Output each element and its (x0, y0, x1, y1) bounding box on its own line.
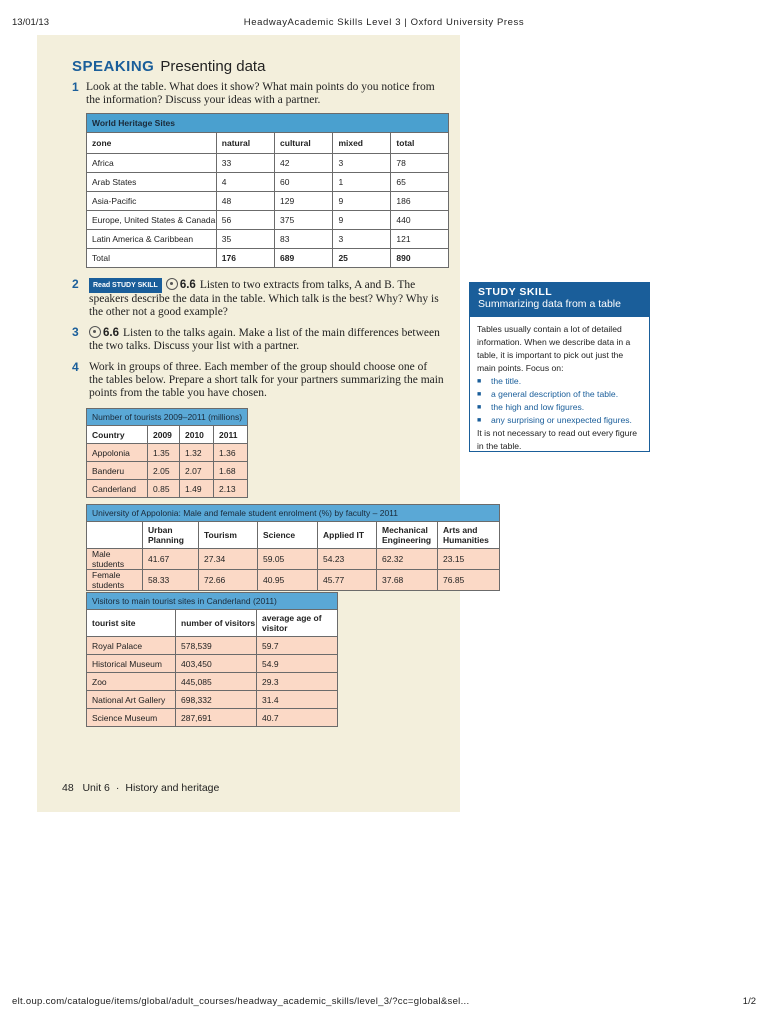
print-header (12, 17, 756, 31)
cell: 403,450 (176, 655, 257, 673)
column-header: zone (87, 133, 217, 154)
table-row (87, 444, 248, 462)
cell: 33 (216, 154, 274, 173)
cell: 62.32 (377, 549, 438, 570)
column-header: average age of visitor (257, 610, 338, 637)
column-header: total (391, 133, 449, 154)
cell: 176 (216, 249, 274, 268)
cell: Banderu (87, 462, 148, 480)
column-header: Tourism (199, 522, 258, 549)
cell: Royal Palace (87, 637, 176, 655)
cell: Canderland (87, 480, 148, 498)
table-row (87, 637, 338, 655)
cell: 72.66 (199, 570, 258, 591)
column-header: tourist site (87, 610, 176, 637)
column-header: 2010 (180, 426, 214, 444)
study-skill-tag: Read STUDY SKILL (89, 278, 162, 293)
cell: Total (87, 249, 217, 268)
cell: Historical Museum (87, 655, 176, 673)
cell: 9 (333, 192, 391, 211)
book-page-footer (62, 782, 219, 794)
cell: 3 (333, 230, 391, 249)
cell: 29.3 (257, 673, 338, 691)
cell: 3 (333, 154, 391, 173)
list-item: ■ a general description of the table. (477, 388, 641, 401)
task-2 (72, 278, 444, 319)
cell: 27.34 (199, 549, 258, 570)
table-caption: Number of tourists 2009–2011 (millions) (87, 409, 248, 426)
column-header: Country (87, 426, 148, 444)
cell: 1.32 (180, 444, 214, 462)
study-skill-list (477, 375, 641, 427)
table-row (87, 211, 449, 230)
column-header: 2009 (148, 426, 180, 444)
table-row (87, 480, 248, 498)
cell: 35 (216, 230, 274, 249)
cell: 60 (275, 173, 333, 192)
study-skill-title: STUDY SKILL (478, 286, 553, 298)
cell: 2.05 (148, 462, 180, 480)
table-row (87, 673, 338, 691)
visitors-table (86, 592, 338, 727)
table-row (87, 462, 248, 480)
tourists-table (86, 408, 248, 498)
task-text: Look at the table. What does it show? What main points do you notice from the information? Discuss your ideas with a partner. (86, 81, 435, 106)
column-header: mixed (333, 133, 391, 154)
separator: · (115, 782, 120, 794)
cell: 689 (275, 249, 333, 268)
column-header: 2011 (214, 426, 248, 444)
column-header: number of visitors (176, 610, 257, 637)
cell: 0.85 (148, 480, 180, 498)
cell: 59.7 (257, 637, 338, 655)
column-header: natural (216, 133, 274, 154)
table-row (87, 173, 449, 192)
cell: 9 (333, 211, 391, 230)
cell: 48 (216, 192, 274, 211)
cell: 440 (391, 211, 449, 230)
task-number: 1 (72, 80, 79, 94)
cell: 40.7 (257, 709, 338, 727)
cell: Science Museum (87, 709, 176, 727)
task-text: Listen to two extracts from talks, A and B. The speakers describe the data in the table. Which talk is the best? Why? Why is the other not a good example? (89, 279, 439, 318)
cell: 1.49 (180, 480, 214, 498)
cell: 76.85 (438, 570, 500, 591)
print-title: HeadwayAcademic Skills Level 3 | Oxford University Press (243, 17, 525, 28)
task-4 (72, 361, 444, 400)
column-header: Arts and Humanities (438, 522, 500, 549)
cell: 41.67 (143, 549, 199, 570)
cell: 1.35 (148, 444, 180, 462)
list-item: ■ the high and low figures. (477, 401, 641, 414)
cell: 58.33 (143, 570, 199, 591)
table-row (87, 230, 449, 249)
table-row (87, 192, 449, 211)
task-3 (72, 326, 444, 353)
list-item: ■ the title. (477, 375, 641, 388)
cell: 1 (333, 173, 391, 192)
table-row (87, 154, 449, 173)
table-row (87, 709, 338, 727)
print-footer (12, 996, 756, 1010)
cell: 121 (391, 230, 449, 249)
table-row (87, 655, 338, 673)
cell: 78 (391, 154, 449, 173)
cell: 2.07 (180, 462, 214, 480)
task-text: Listen to the talks again. Make a list of the main differences between the two talks. Discuss your list with a partner. (89, 327, 440, 352)
cell: 4 (216, 173, 274, 192)
section-title: Presenting data (160, 58, 266, 75)
cell: 40.95 (258, 570, 318, 591)
cell: Asia-Pacific (87, 192, 217, 211)
table-row (87, 691, 338, 709)
unit-label: Unit 6 (82, 782, 110, 794)
heritage-table (86, 113, 449, 268)
task-number: 4 (72, 360, 79, 374)
cell: National Art Gallery (87, 691, 176, 709)
table-row (87, 549, 500, 570)
study-skill-subtitle: Summarizing data from a table (478, 298, 621, 310)
study-skill-box (469, 282, 650, 452)
print-page-count: 1/2 (742, 996, 756, 1007)
cell: 54.9 (257, 655, 338, 673)
page-number: 48 (62, 782, 74, 794)
audio-cd-icon (89, 326, 101, 338)
column-header: Science (258, 522, 318, 549)
cell: 445,085 (176, 673, 257, 691)
cell: 1.36 (214, 444, 248, 462)
table-caption: Visitors to main tourist sites in Canderland (2011) (87, 593, 338, 610)
study-skill-outro: It is not necessary to read out every figure in the table. (477, 428, 638, 451)
table-row-total (87, 249, 449, 268)
track-number: 6.6 (103, 327, 119, 339)
table-caption: World Heritage Sites (87, 114, 449, 133)
cell: Female students (87, 570, 143, 591)
cell: 83 (275, 230, 333, 249)
cell: 25 (333, 249, 391, 268)
print-url: elt.oup.com/catalogue/items/global/adult_courses/headway_academic_skills/level_3/?cc=global&sel... (12, 996, 470, 1007)
task-number: 3 (72, 325, 79, 339)
cell: 37.68 (377, 570, 438, 591)
print-date: 13/01/13 (12, 17, 49, 28)
section-keyword: SPEAKING (72, 58, 155, 75)
cell: 59.05 (258, 549, 318, 570)
task-text: Work in groups of three. Each member of the group should choose one of the tables below. Prepare a short talk for your partners summarizing the main points from the table you have chosen. (89, 361, 444, 399)
cell: 23.15 (438, 549, 500, 570)
cell: 578,539 (176, 637, 257, 655)
track-number: 6.6 (179, 279, 196, 291)
cell: 1.68 (214, 462, 248, 480)
list-item: ■ any surprising or unexpected figures. (477, 414, 641, 427)
cell: 2.13 (214, 480, 248, 498)
column-header: Mechanical Engineering (377, 522, 438, 549)
table-row (87, 570, 500, 591)
cell: 129 (275, 192, 333, 211)
cell: 287,691 (176, 709, 257, 727)
study-skill-intro: Tables usually contain a lot of detailed information. When we describe data in a table, it is important to pick out just the main points. Focus on: (477, 324, 631, 373)
cell: Male students (87, 549, 143, 570)
cell: Latin America & Caribbean (87, 230, 217, 249)
cell: Zoo (87, 673, 176, 691)
task-number: 2 (72, 277, 79, 291)
cell: 56 (216, 211, 274, 230)
cell: Appolonia (87, 444, 148, 462)
cell: 31.4 (257, 691, 338, 709)
cell: 890 (391, 249, 449, 268)
column-header: cultural (275, 133, 333, 154)
cell: 54.23 (318, 549, 377, 570)
cell: 65 (391, 173, 449, 192)
unit-topic: History and heritage (125, 782, 220, 794)
cell: 375 (275, 211, 333, 230)
cell: 186 (391, 192, 449, 211)
task-1 (72, 81, 444, 107)
table-caption: University of Appolonia: Male and female student enrolment (%) by faculty – 2011 (87, 505, 500, 522)
cell: 698,332 (176, 691, 257, 709)
cell: Europe, United States & Canada (87, 211, 217, 230)
study-skill-header (470, 283, 649, 317)
enrolment-table (86, 504, 500, 591)
section-heading (72, 58, 265, 75)
audio-cd-icon (166, 278, 178, 290)
column-header: Urban Planning (143, 522, 199, 549)
cell: 42 (275, 154, 333, 173)
cell: 45.77 (318, 570, 377, 591)
cell: Arab States (87, 173, 217, 192)
column-header (87, 522, 143, 549)
cell: Africa (87, 154, 217, 173)
column-header: Applied IT (318, 522, 377, 549)
